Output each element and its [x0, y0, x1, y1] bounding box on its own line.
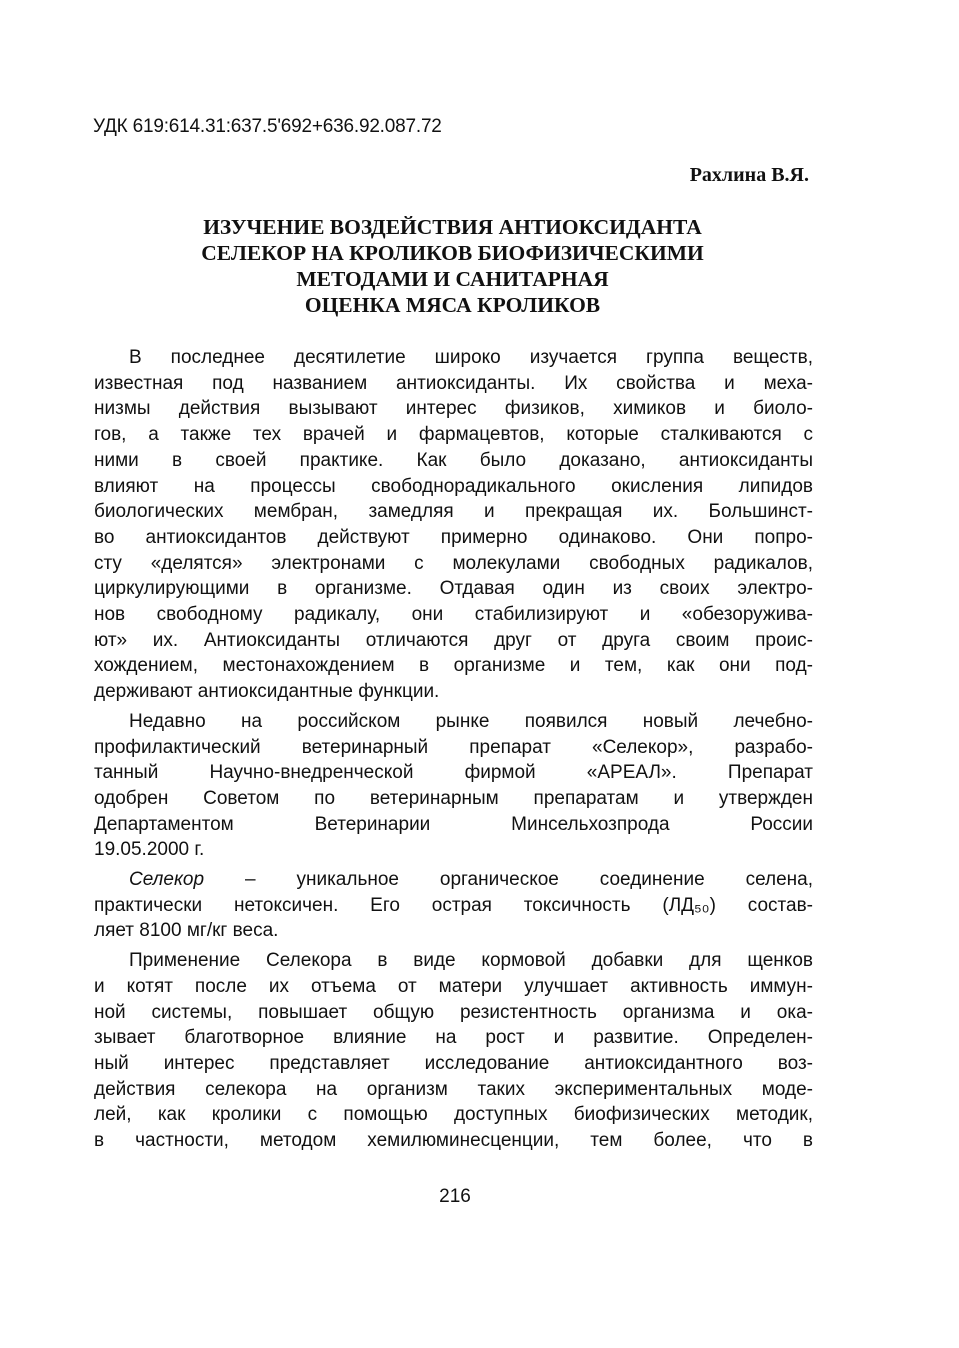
text-line: 19.05.2000 г. — [94, 839, 205, 861]
article-title — [100, 214, 805, 318]
text-line: ют» их. Антиоксиданты отличаются друг от друга своим проис- — [94, 629, 813, 651]
paragraph-selekor-approval — [94, 709, 813, 863]
italic-term: Селекор — [129, 869, 205, 891]
article-body — [94, 345, 813, 1154]
text-line: лей, как кролики с помощью доступных биофизических методик, — [94, 1104, 813, 1126]
text-line: и котят после их отъема от матери улучшает активность иммун- — [94, 975, 813, 997]
text-line: Применение Селекора в виде кормовой добавки для щенков — [129, 950, 813, 972]
text-line: низмы действия вызывают интерес физиков, химиков и биоло- — [94, 398, 813, 420]
text-line: гов, а также тех врачей и фармацевтов, которые сталкиваются с — [94, 424, 813, 446]
text-line: в частности, методом хемилюминесценции, тем более, что в — [94, 1130, 813, 1152]
text-line: известная под названием антиоксиданты. Их свойства и меха- — [94, 372, 813, 394]
title-line: ОЦЕНКА МЯСА КРОЛИКОВ — [304, 293, 601, 317]
title-line: СЕЛЕКОР НА КРОЛИКОВ БИОФИЗИЧЕСКИМИ — [201, 241, 704, 265]
text-line: циркулирующими в организме. Отдавая один из своих электро- — [94, 578, 813, 600]
text-line — [94, 867, 813, 893]
text-line: ними в своей практике. Как было доказано, антиоксиданты — [94, 449, 813, 471]
paragraph-intro — [94, 345, 813, 705]
text-line: зывает благотворное влияние на рост и развитие. Определен- — [94, 1027, 813, 1049]
text-line: В последнее десятилетие широко изучается группа веществ, — [129, 347, 813, 368]
text-line: одобрен Советом по ветеринарным препаратам и утвержден — [94, 787, 813, 809]
title-line: ИЗУЧЕНИЕ ВОЗДЕЙСТВИЯ АНТИОКСИДАНТА — [203, 215, 702, 239]
text-line: нов свободному радикалу, они стабилизируют и «обезоружива- — [94, 604, 813, 626]
paragraph-selekor-toxicity — [94, 867, 813, 944]
text-line: действия селекора на организм таких экспериментальных моде- — [94, 1078, 813, 1100]
author-name: Рахлина В.Я. — [689, 164, 809, 186]
text-line: биологических мембран, замедляя и прекращая их. Большинст- — [94, 501, 813, 523]
text-line: держивают антиоксидантные функции. — [94, 681, 440, 703]
text-line: профилактический ветеринарный препарат «Селекор», разрабо- — [94, 736, 813, 758]
udk-code: УДК 619:614.31:637.5'692+636.92.087.72 — [93, 116, 442, 137]
text-line: танный Научно-внедренческой фирмой «АРЕАЛ». Препарат — [94, 762, 813, 784]
text-fragment: – уникальное органическое соединение селена, — [204, 869, 813, 891]
text-line: влияют на процессы свободнорадикального окисления липидов — [94, 475, 813, 497]
text-line: сту «делятся» электронами с молекулами свободных радикалов, — [94, 552, 813, 574]
text-line: во антиоксидантов действуют примерно одинаково. Они попро- — [94, 526, 813, 548]
text-line: Департаментом Ветеринарии Минсельхозпрода России — [94, 813, 813, 835]
title-line: МЕТОДАМИ И САНИТАРНАЯ — [296, 267, 609, 291]
text-line: ный интерес представляет исследование антиоксидантного воз- — [94, 1052, 813, 1074]
page-number: 216 — [439, 1186, 471, 1207]
text-line: Недавно на российском рынке появился новый лечебно- — [129, 710, 813, 732]
text-line: практически нетоксичен. Его острая токсичность (ЛД₅₀) состав- — [94, 894, 813, 916]
text-line: ной системы, повышает общую резистентность организма и ока- — [94, 1001, 813, 1023]
paragraph-application — [94, 948, 813, 1154]
text-line: ляет 8100 мг/кг веса. — [94, 920, 279, 942]
text-line: хождением, местонахождением в организме и тем, как они под- — [94, 655, 813, 677]
